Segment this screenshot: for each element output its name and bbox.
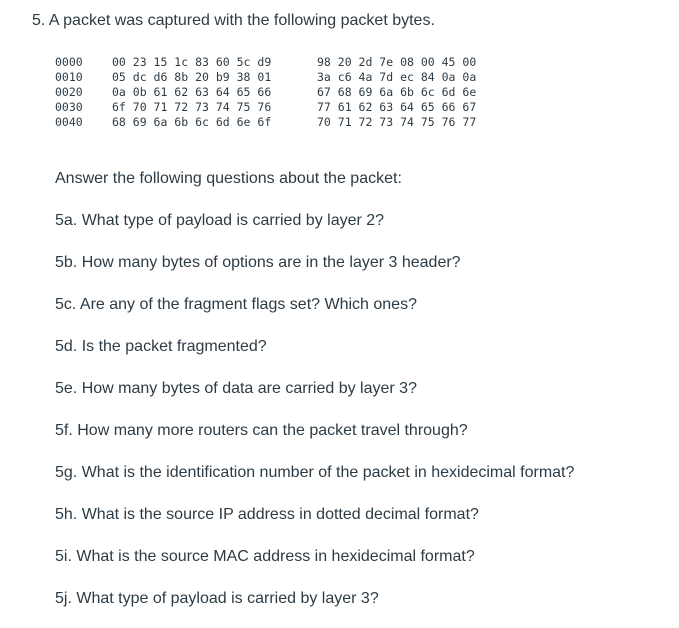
question-5f: 5f. How many more routers can the packet travel through? xyxy=(55,422,468,439)
question-5a: 5a. What type of payload is carried by layer 2? xyxy=(55,212,385,229)
hex-bytes-group2: 3a c6 4a 7d ec 84 0a 0a xyxy=(317,70,477,84)
hex-dump xyxy=(55,55,476,130)
question-5j: 5j. What type of payload is carried by layer 3? xyxy=(55,590,379,607)
hex-offset: 0020 xyxy=(55,85,83,99)
question-5d: 5d. Is the packet fragmented? xyxy=(55,338,267,355)
hex-bytes-group2: 70 71 72 73 74 75 76 77 xyxy=(317,115,477,129)
hex-row xyxy=(55,70,476,85)
hex-bytes-group1: 0a 0b 61 62 63 64 65 66 xyxy=(112,85,272,99)
hex-offset: 0000 xyxy=(55,55,83,69)
question-5i: 5i. What is the source MAC address in hexidecimal format? xyxy=(55,548,475,565)
hex-bytes-group2: 67 68 69 6a 6b 6c 6d 6e xyxy=(317,85,477,99)
instructions-text: Answer the following questions about the packet: xyxy=(55,170,402,187)
hex-row xyxy=(55,55,476,70)
hex-bytes-group1: 00 23 15 1c 83 60 5c d9 xyxy=(112,55,272,69)
question-title: 5. A packet was captured with the following packet bytes. xyxy=(32,12,435,29)
question-5e: 5e. How many bytes of data are carried by layer 3? xyxy=(55,380,417,397)
question-5b: 5b. How many bytes of options are in the layer 3 header? xyxy=(55,254,461,271)
question-5c: 5c. Are any of the fragment flags set? Which ones? xyxy=(55,296,417,313)
hex-offset: 0030 xyxy=(55,100,83,114)
hex-row xyxy=(55,85,476,100)
hex-offset: 0040 xyxy=(55,115,83,129)
question-5g: 5g. What is the identification number of the packet in hexidecimal format? xyxy=(55,464,575,481)
hex-bytes-group1: 68 69 6a 6b 6c 6d 6e 6f xyxy=(112,115,272,129)
hex-row xyxy=(55,115,476,130)
hex-bytes-group1: 6f 70 71 72 73 74 75 76 xyxy=(112,100,272,114)
hex-bytes-group1: 05 dc d6 8b 20 b9 38 01 xyxy=(112,70,272,84)
hex-offset: 0010 xyxy=(55,70,83,84)
question-5h: 5h. What is the source IP address in dotted decimal format? xyxy=(55,506,479,523)
hex-bytes-group2: 98 20 2d 7e 08 00 45 00 xyxy=(317,55,477,69)
hex-row xyxy=(55,100,476,115)
hex-bytes-group2: 77 61 62 63 64 65 66 67 xyxy=(317,100,477,114)
